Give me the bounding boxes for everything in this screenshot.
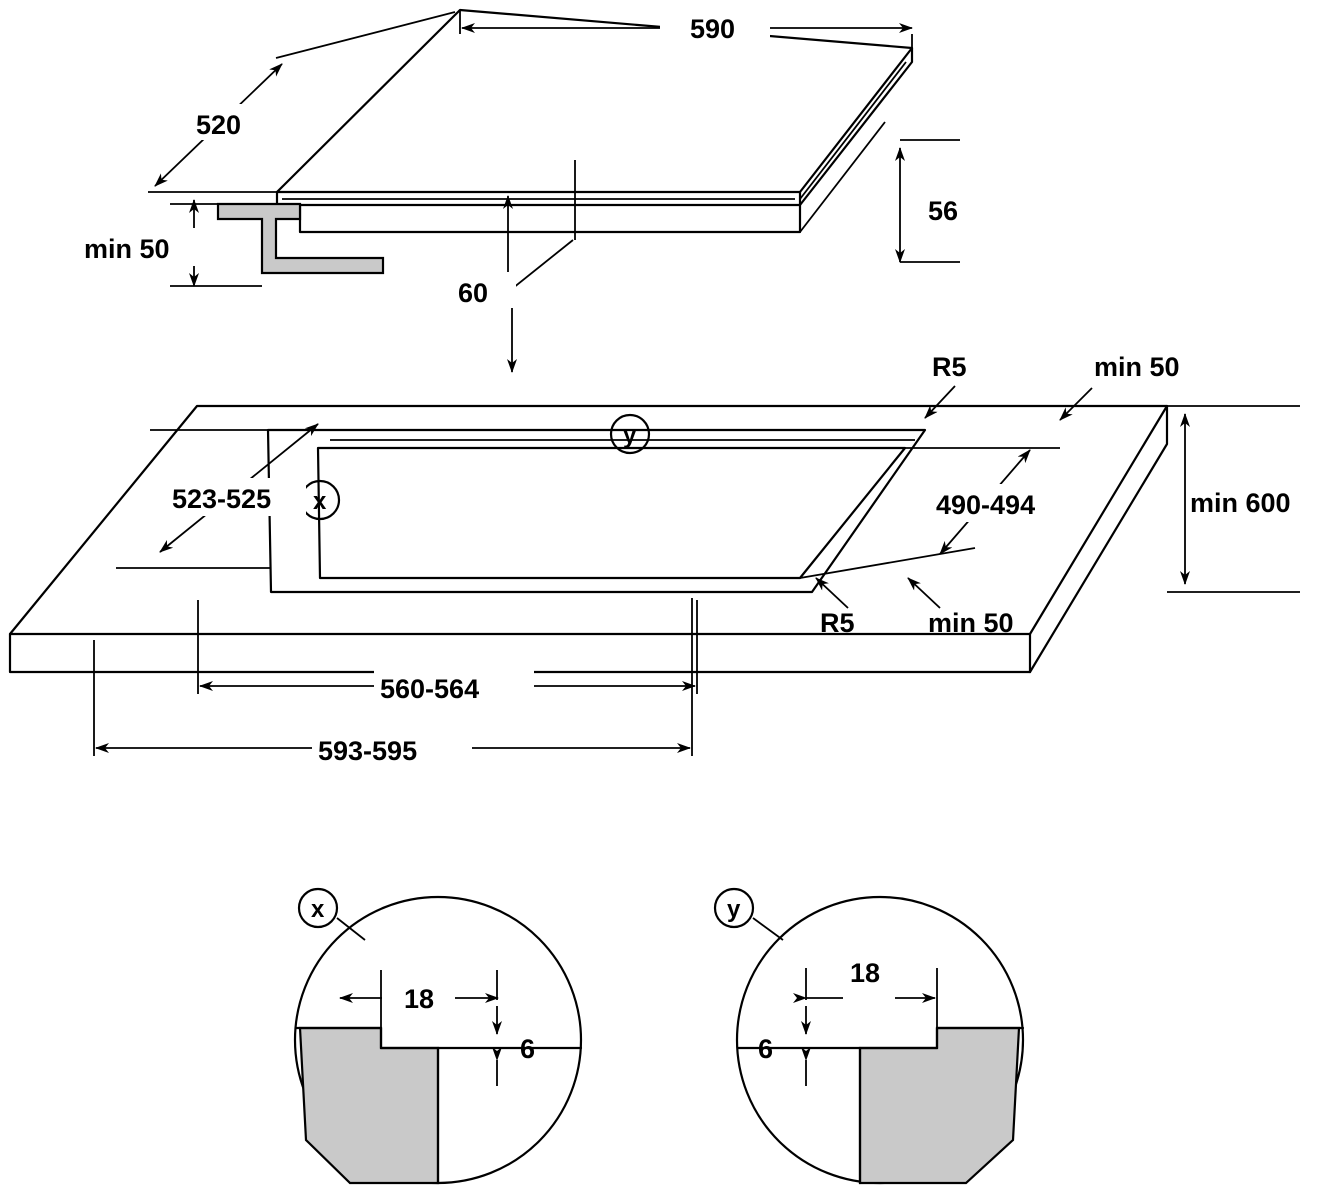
appliance-body (300, 122, 885, 232)
dimension-min-600 (1167, 406, 1322, 592)
dimension-label-593-595: 593-595 (318, 736, 418, 766)
detail-y-label-18: 18 (850, 958, 881, 988)
radius-r5-top (925, 352, 967, 418)
dimension-label-r5-top: R5 (932, 352, 967, 382)
dimension-label-560-564: 560-564 (380, 674, 480, 704)
appliance-plate-outline (277, 10, 912, 205)
radius-r5-bottom (816, 578, 855, 638)
callout-y-label: y (623, 422, 637, 449)
cutout-outline (268, 430, 925, 592)
detail-x-label-6: 6 (520, 1034, 536, 1064)
dimension-label-min-600: min 600 (1190, 488, 1291, 518)
dimension-label-r5-bottom: R5 (820, 608, 855, 638)
dimension-label-min-50-below: min 50 (84, 234, 170, 264)
dimension-523-525 (116, 424, 318, 568)
dimension-label-60: 60 (458, 278, 489, 308)
detail-y-marker-label: y (727, 896, 741, 923)
dimension-label-490-494: 490-494 (936, 490, 1036, 520)
detail-y-dimension-18 (806, 958, 937, 1028)
dimension-520 (148, 12, 455, 192)
detail-x-marker-label: x (311, 896, 325, 923)
mounting-bracket (218, 204, 383, 273)
dimension-min-50-front (908, 578, 1014, 638)
detail-x-dimension-18 (340, 970, 498, 1028)
dimension-min-50-rear (1060, 352, 1180, 420)
detail-x-label-18: 18 (404, 984, 435, 1014)
detail-y-view (715, 889, 1023, 1183)
detail-y-label-6: 6 (758, 1034, 774, 1064)
callout-x-marker (301, 481, 339, 519)
dimension-label-56: 56 (928, 196, 959, 226)
dimension-490-494 (800, 448, 1076, 578)
dimension-label-min-50-front: min 50 (928, 608, 1014, 638)
dimension-label-523-525: 523-525 (172, 484, 272, 514)
detail-y-dimension-6 (758, 1006, 860, 1086)
detail-x-view (295, 889, 581, 1183)
callout-x-label: x (313, 488, 327, 515)
dimension-56 (900, 140, 984, 262)
dimension-560-564 (198, 600, 697, 706)
dimension-label-520: 520 (196, 110, 242, 140)
dimension-label-min-50-rear: min 50 (1094, 352, 1180, 382)
dimension-label-590: 590 (690, 14, 736, 44)
callout-y-marker (611, 415, 649, 453)
detail-x-dimension-6 (455, 1006, 546, 1086)
